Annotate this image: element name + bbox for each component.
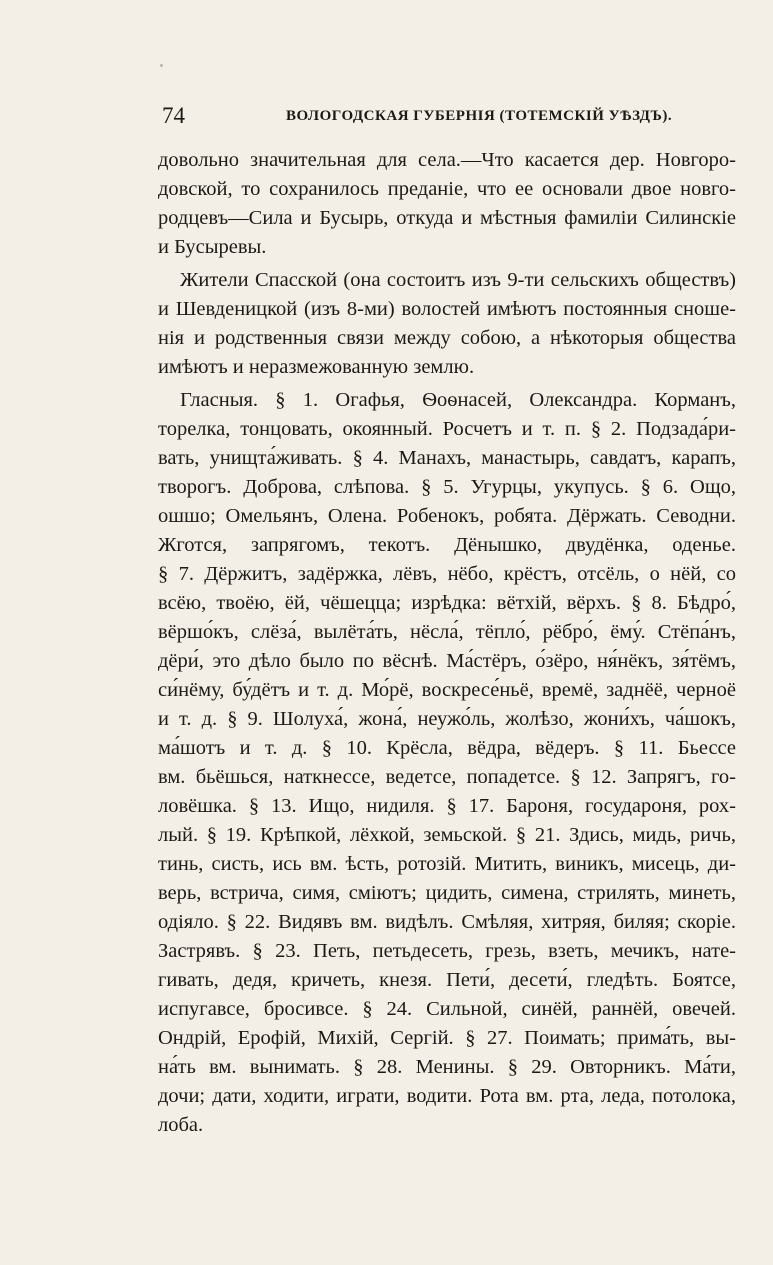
page-mark	[160, 64, 163, 67]
text-line: Жители Спасской (она состоитъ изъ 9-ти сельскихъ обществъ)	[180, 269, 736, 291]
text-line: и т. д. § 9. Шолуха́, жона́, неужо́ль, жолѣзо, жони́хъ, ча́шокъ,	[158, 708, 736, 730]
text-line: Застрявъ. § 23. Петь, петьдесеть, грезь, взеть, мечикъ, нате-	[158, 940, 736, 962]
page-header	[158, 100, 738, 132]
text-line: одіяло. § 22. Видявъ вм. видѣлъ. Смѣляя, хитряя, биляя; скоріе.	[158, 911, 736, 933]
text-line: § 7. Дёржитъ, задёржка, лёвъ, нёбо, крёстъ, отсёль, о нёй, со	[158, 563, 736, 585]
body-text	[158, 146, 736, 1140]
text-line: ловёшка. § 13. Ищо, нидиля. § 17. Бароня, государоня, рох-	[158, 795, 736, 817]
paragraph-1	[158, 146, 736, 262]
text-line: и Шевденицкой (изъ 8-ми) волостей имѣютъ постоянныя сноше-	[158, 298, 736, 320]
text-line: Жготся, запрягомъ, текотъ. Дёнышко, двудёнка, оденье.	[158, 534, 736, 556]
text-line: тинь, систь, ись вм. ѣсть, ротозій. Митить, виникъ, мисець, ди-	[158, 853, 736, 875]
text-line: дочи; дати, ходити, играти, водити. Рота вм. рта, леда, потолока,	[158, 1085, 736, 1107]
page-number: 74	[162, 103, 185, 128]
text-line: всёю, твоёю, ёй, чёшецца; изрѣдка: вётхій, вёрхъ. § 8. Бѣдро́,	[158, 592, 736, 614]
text-line: вёршо́къ, слёза́, вылёта́ть, нёсла́, тёпло́, рёбро́, ёму́. Стёпа́нъ,	[158, 621, 736, 643]
text-line: гивать, дедя, кричеть, кнезя. Пети́, десети́, гледѣть. Боятсе,	[158, 969, 736, 991]
text-line: и Бусыревы.	[158, 236, 267, 258]
text-line: си́нёму, бу́дётъ и т. д. Мо́рё, воскресе́ньё, времё, заднёё, черноё	[158, 679, 736, 701]
text-line: верь, встрича, симя, сміютъ; цидить, симена, стрилять, минеть,	[158, 882, 736, 904]
text-line: довской, то сохранилось преданіе, что ее основали двое новго-	[158, 178, 736, 200]
text-line: Гласныя. § 1. Огафья, Ѳоѳнасей, Олександра. Корманъ,	[180, 389, 736, 411]
text-line: ошшо; Омельянъ, Олена. Робенокъ, робята. Дёржать. Севодни.	[158, 505, 736, 527]
paragraph-3	[158, 386, 736, 1140]
text-line: вать, унищта́живать. § 4. Манахъ, манастырь, савдатъ, карапъ,	[158, 447, 736, 469]
text-line: родцевъ—Сила и Бусырь, откуда и мѣстныя фамиліи Силинскіе	[158, 207, 736, 229]
text-line: испугавсе, бросивсе. § 24. Сильной, синёй, раннёй, овечей.	[158, 998, 736, 1020]
text-line: ма́шотъ и т. д. § 10. Крёсла, вёдра, вёдеръ. § 11. Бьессе	[158, 737, 736, 759]
text-line: нія и родственныя связи между собою, а нѣкоторыя общества	[158, 327, 736, 349]
text-line: творогъ. Доброва, слѣпова. § 5. Угурцы, укупусь. § 6. Ощо,	[158, 476, 736, 498]
text-line: лый. § 19. Крѣпкой, лёхкой, земьской. § 21. Здись, мидь, ричь,	[158, 824, 736, 846]
paragraph-2	[158, 266, 736, 382]
text-line: имѣютъ и неразмежованную землю.	[158, 356, 475, 378]
text-line: лоба.	[158, 1114, 204, 1136]
text-line: Ондрій, Ерофій, Михій, Сергій. § 27. Поимать; прима́ть, вы-	[158, 1027, 736, 1049]
running-head: ВОЛОГОДСКАЯ ГУБЕРНІЯ (ТОТЕМСКІЙ УѢЗДЪ).	[286, 108, 673, 124]
text-line: довольно значительная для села.—Что касается дер. Новгоро-	[158, 149, 736, 171]
text-line: торелка, тонцовать, окоянный. Росчетъ и т. п. § 2. Подзада́ри-	[158, 418, 736, 440]
text-line: на́ть вм. вынимать. § 28. Менины. § 29. Овторникъ. Ма́ти,	[158, 1056, 736, 1078]
text-line: дёри́, это дѣло было по вёснѣ. Ма́стёръ, о́зёро, ня́нёкъ, зя́тёмъ,	[158, 650, 736, 672]
text-line: вм. бьёшься, наткнессе, ведетсе, попадетсе. § 12. Запрягъ, го-	[158, 766, 736, 788]
